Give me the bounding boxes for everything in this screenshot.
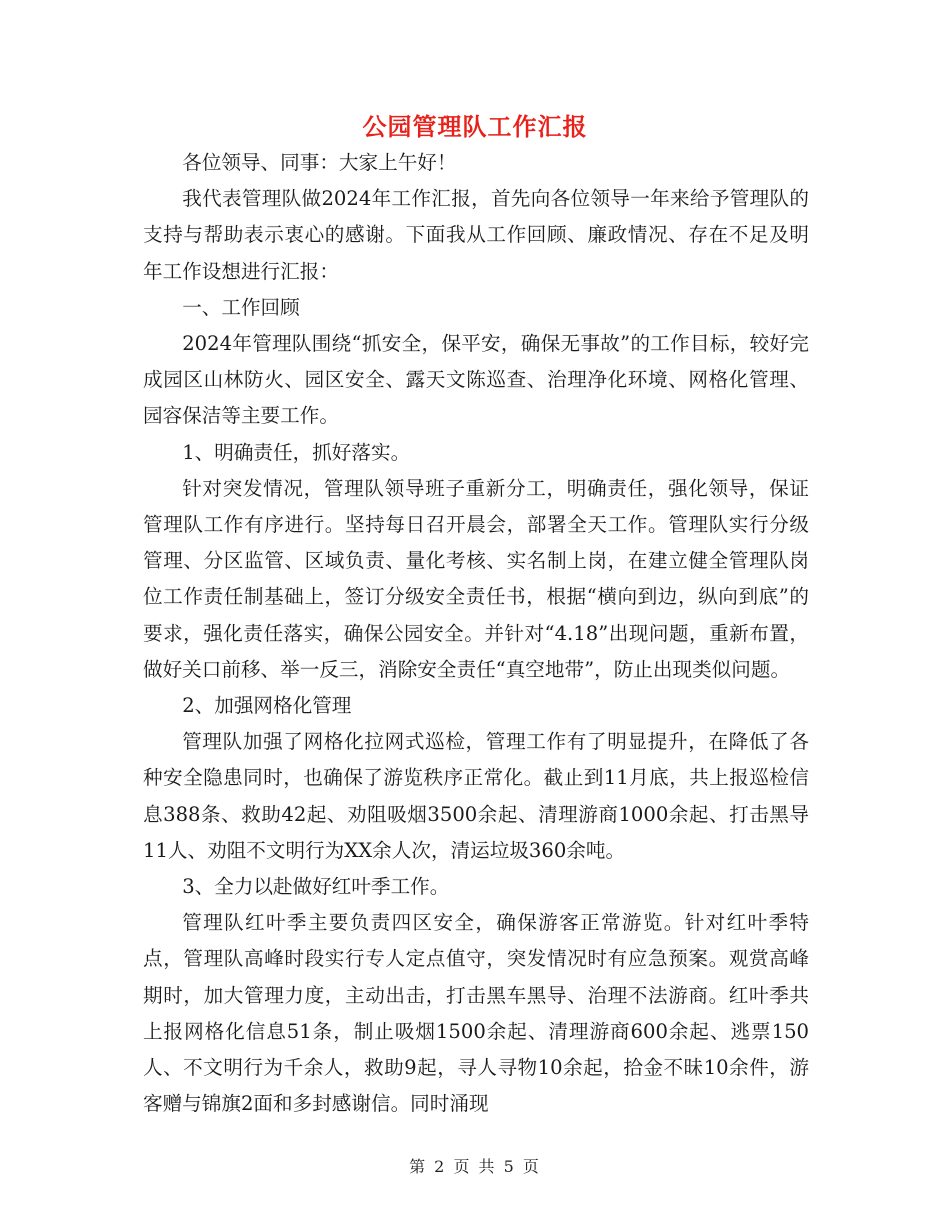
- subheading-grid-management: 2、加强网格化管理: [182, 694, 352, 718]
- page-number-footer: 第 2 页 共 5 页: [409, 1157, 541, 1176]
- section-heading-review: 一、工作回顾: [182, 295, 300, 319]
- subheading-responsibility: 1、明确责任，抓好落实。: [182, 440, 411, 464]
- page-title: 公园管理队工作汇报: [362, 112, 588, 141]
- paragraph-intro: 我代表管理队做2024年工作汇报，首先向各位领导一年来给予管理队的支持与帮助表示衷心的感谢。下面我从工作回顾、廉政情况、存在不足及明年工作设想进行汇报：: [143, 187, 809, 283]
- document-body: [143, 145, 809, 1122]
- paragraph-grid-management: 管理队加强了网格化拉网式巡检，管理工作有了明显提升，在降低了各种安全隐患同时，也确保了游览秩序正常化。截止到11月底，共上报巡检信息388条、救助42起、劝阻吸烟3500余起、清理游商1000余起、打击黑导11人、劝阻不文明行为XX余人次，清运垃圾360余吨。: [143, 730, 809, 862]
- paragraph-greeting: 各位领导、同事：大家上午好！: [182, 151, 457, 174]
- subheading-red-leaf-season: 3、全力以赴做好红叶季工作。: [182, 875, 450, 899]
- paragraph-responsibility: 针对突发情况，管理队领导班子重新分工，明确责任，强化领导，保证管理队工作有序进行。坚持每日召开晨会，部署全天工作。管理队实行分级管理、分区监管、区域负责、量化考核、实名制上岗，在建立健全管理队岗位工作责任制基础上，签订分级安全责任书，根据“横向到边，纵向到底”的要求，强化责任落实，确保公园安全。并针对“4.18”出现问题，重新布置，做好关口前移、举一反三，消除安全责任“真空地带”，防止出现类似问题。: [143, 476, 809, 681]
- paragraph-red-leaf-season: 管理队红叶季主要负责四区安全，确保游客正常游览。针对红叶季特点，管理队高峰时段实行专人定点值守，突发情况时有应急预案。观赏高峰期时，加大管理力度，主动出击，打击黑车黑导、治理不法游商。红叶季共上报网格化信息51条，制止吸烟1500余起、清理游商600余起、逃票150人、不文明行为千余人，救助9起，寻人寻物10余起，拾金不昧10余件，游客赠与锦旗2面和多封感谢信。同时涌现: [143, 911, 809, 1116]
- paragraph-review-summary: 2024年管理队围绕“抓安全，保平安，确保无事故”的工作目标，较好完成园区山林防火、园区安全、露天文陈巡查、治理净化环境、网格化管理、园容保洁等主要工作。: [143, 332, 809, 428]
